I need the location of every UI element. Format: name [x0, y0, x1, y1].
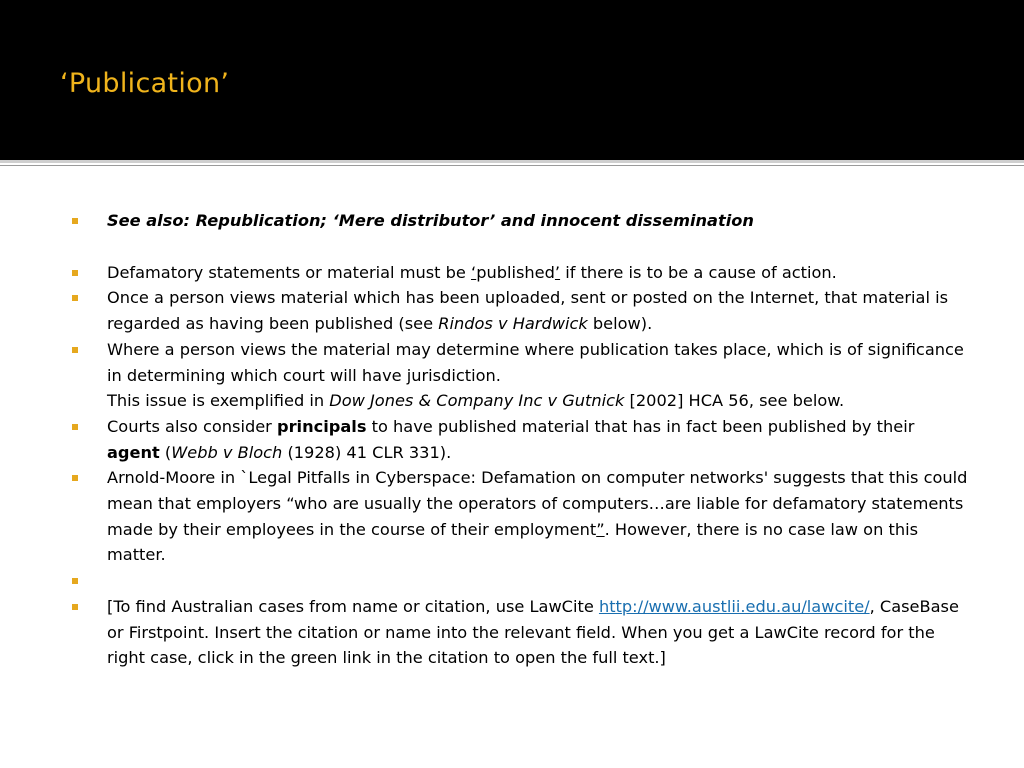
- bullet-text: to have published material that has in fact been published by their: [366, 416, 915, 436]
- bullet-text: (1928) 41 CLR 331).: [282, 442, 452, 462]
- principals-term: principals: [276, 416, 367, 436]
- header-divider: [0, 160, 1024, 163]
- case-name: Rindos v Hardwick: [438, 314, 588, 334]
- quote-mark: ‘: [471, 262, 477, 282]
- spacer: [72, 234, 972, 260]
- see-also-text: See also: Republication; ‘Mere distributor’ and innocent dissemination: [107, 211, 754, 230]
- bullet-text: [2002] HCA 56, see below.: [624, 391, 845, 411]
- bullet-text: Arnold-Moore in `Legal Pitfalls in Cyberspace: Defamation on computer networks' suggests that this could mean that employers “who are usually the operators of computers…are liable for defamatory statements made by their employees in the course of their employment: [107, 468, 968, 539]
- bullet-text: if there is to be a cause of action.: [560, 262, 837, 282]
- published-word: published: [476, 262, 555, 282]
- bullet-text: below).: [587, 314, 653, 334]
- square-bullet-icon: [72, 578, 78, 584]
- bullet-item: [72, 285, 972, 336]
- quote-mark: ”: [596, 519, 605, 539]
- bullet-text: Once a person views material which has been uploaded, sent or posted on the Internet, that material is regarded as having been published (see: [107, 288, 949, 334]
- bullet-text: Defamatory statements or material must be: [107, 262, 472, 282]
- header-divider-thin: [0, 165, 1024, 166]
- square-bullet-icon: [72, 347, 78, 353]
- bullet-item: [72, 465, 972, 568]
- slide-content: [72, 208, 972, 671]
- lawcite-link[interactable]: http://www.austlii.edu.au/lawcite/: [598, 596, 870, 616]
- bullet-item: [72, 260, 972, 286]
- case-name: Dow Jones & Company Inc v Gutnick: [329, 391, 625, 411]
- square-bullet-icon: [72, 295, 78, 301]
- bullet-item: [72, 594, 972, 671]
- bullet-item: [72, 414, 972, 465]
- agent-term: agent: [107, 442, 160, 462]
- bullet-item: [72, 208, 972, 234]
- slide-title: ‘Publication’: [60, 68, 230, 99]
- bullet-text: [To find Australian cases from name or citation, use LawCite: [107, 596, 599, 616]
- bullet-item-empty: [72, 568, 972, 594]
- quote-mark: ’: [554, 262, 561, 282]
- bullet-item: [72, 337, 972, 414]
- case-name: Webb v Bloch: [171, 442, 283, 462]
- square-bullet-icon: [72, 270, 78, 276]
- title-bar: [0, 0, 1024, 160]
- bullet-text: . However, there is no case law on this matter.: [107, 519, 919, 565]
- square-bullet-icon: [72, 475, 78, 481]
- bullet-text: (: [159, 442, 172, 462]
- square-bullet-icon: [72, 218, 78, 224]
- bullet-text: Courts also consider: [107, 416, 277, 436]
- bullet-text: Where a person views the material may determine where publication takes place, which is of significance in determining which court will have jurisdiction.: [107, 339, 964, 385]
- square-bullet-icon: [72, 604, 78, 610]
- square-bullet-icon: [72, 424, 78, 430]
- bullet-text: , CaseBase or Firstpoint. Insert the citation or name into the relevant field. When you get a LawCite record for the right case, click in the green link in the citation to open the full text.]: [107, 596, 959, 668]
- bullet-text: This issue is exemplified in: [107, 391, 330, 411]
